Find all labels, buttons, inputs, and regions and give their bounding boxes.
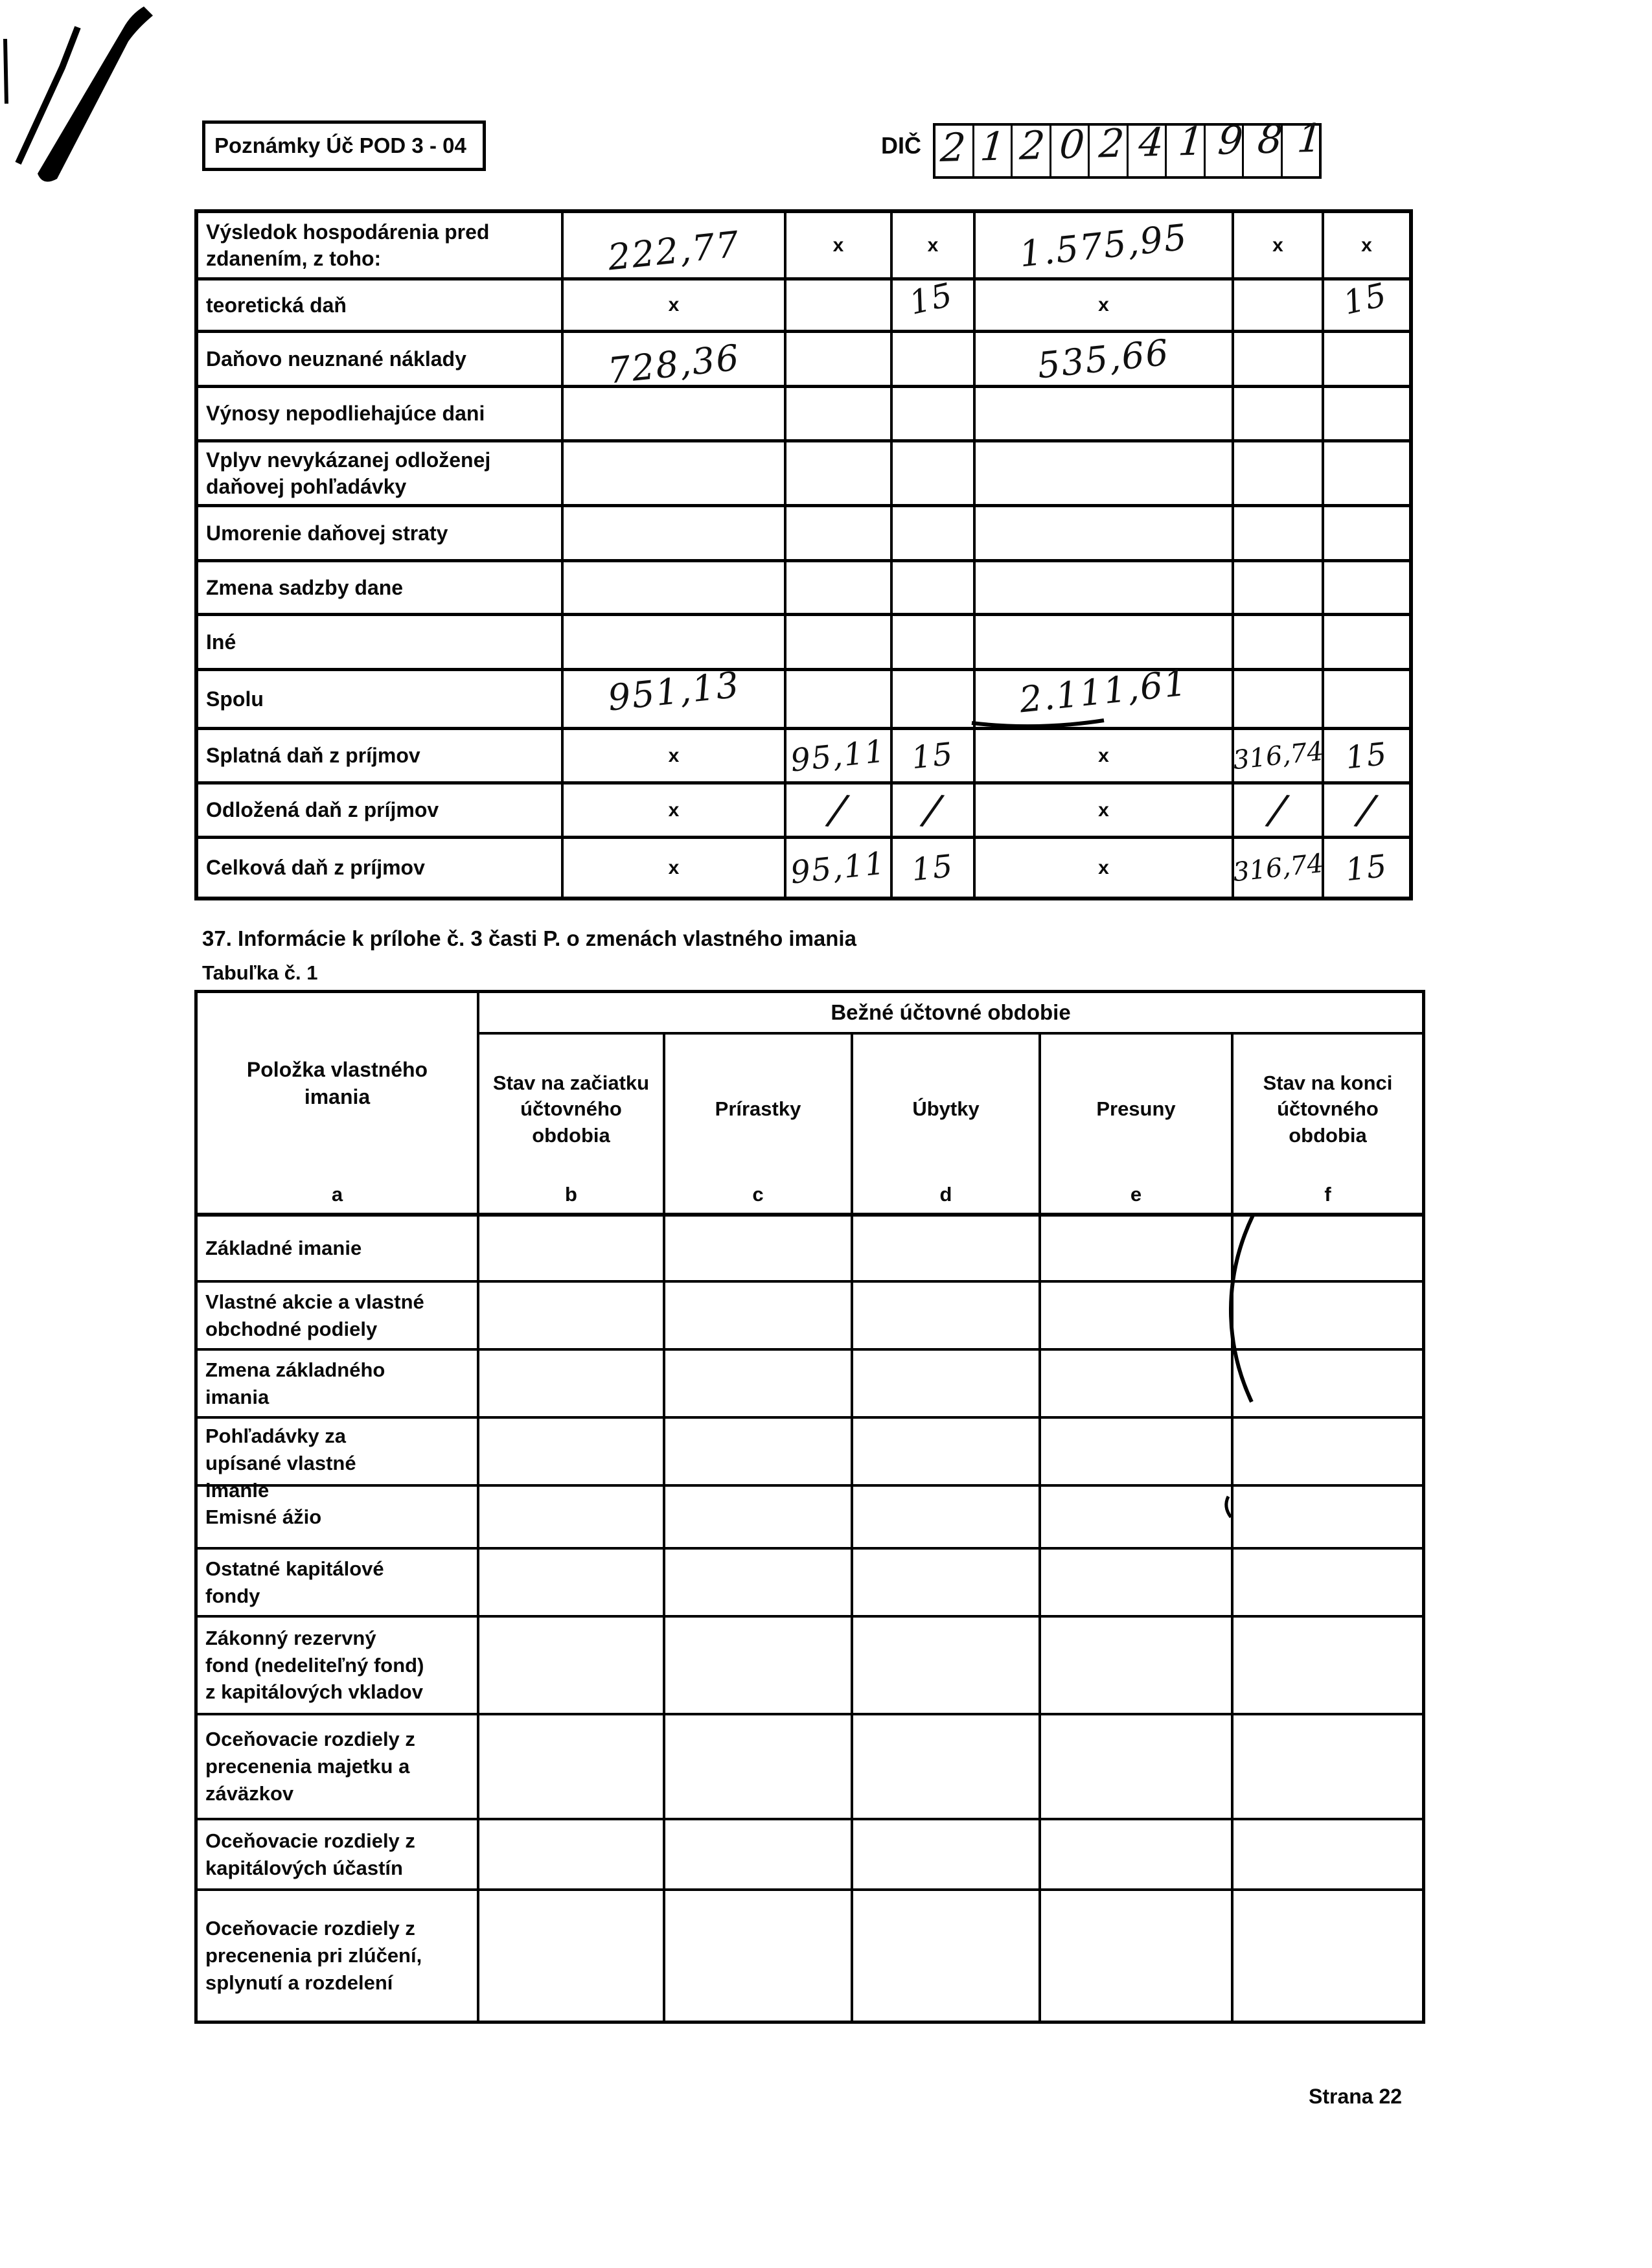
cell-d: x bbox=[893, 213, 976, 277]
table-row bbox=[198, 442, 1409, 507]
table-row bbox=[198, 213, 1409, 281]
cell-g: 15 bbox=[1339, 275, 1391, 323]
cell-e bbox=[976, 388, 1234, 439]
cell-b bbox=[479, 1618, 665, 1713]
column-c-header: Prírastky c bbox=[665, 1035, 853, 1213]
form-title-box bbox=[202, 120, 486, 171]
cell-f bbox=[1234, 616, 1324, 668]
cell-g bbox=[1324, 333, 1409, 385]
cell-c bbox=[665, 1618, 853, 1713]
cell-d bbox=[893, 388, 976, 439]
cell-e: 2.111,61 bbox=[976, 671, 1234, 727]
cell-b: x bbox=[564, 281, 786, 330]
cell-e: 1.575,95 bbox=[976, 213, 1234, 277]
cell-g: 15 bbox=[1344, 847, 1390, 888]
cell-d bbox=[893, 442, 976, 504]
row-label: Základné imanie bbox=[198, 1217, 479, 1280]
cell-f bbox=[1234, 333, 1324, 385]
cell-b: x bbox=[564, 730, 786, 781]
cell-f bbox=[1234, 442, 1324, 504]
cell-b bbox=[564, 562, 786, 613]
table-row bbox=[198, 1618, 1422, 1715]
cell-c bbox=[665, 1550, 853, 1615]
cell-d bbox=[893, 616, 976, 668]
cell-c: / bbox=[786, 785, 893, 836]
column-d-header: Úbytky d bbox=[853, 1035, 1041, 1213]
table-1-label: Tabuľka č. 1 bbox=[202, 961, 318, 984]
form-title: Poznámky Úč POD 3 - 04 bbox=[214, 133, 466, 157]
group-header: Bežné účtovné obdobie bbox=[479, 993, 1422, 1035]
table-row bbox=[198, 1550, 1422, 1618]
table-row bbox=[198, 1487, 1422, 1550]
cell-b bbox=[479, 1550, 665, 1615]
cell-f bbox=[1233, 1487, 1422, 1547]
cell-f bbox=[1233, 1283, 1422, 1348]
cell-g bbox=[1324, 507, 1409, 559]
cell-g bbox=[1324, 562, 1409, 613]
cell-c bbox=[786, 507, 893, 559]
cell-c: 95,11 bbox=[786, 730, 893, 781]
table-row bbox=[198, 661, 1409, 730]
table-row bbox=[198, 1217, 1422, 1283]
table-row bbox=[198, 1715, 1422, 1820]
cell-b bbox=[479, 1891, 665, 2021]
cell-b bbox=[564, 616, 786, 668]
corner-pen-stroke-icon bbox=[38, 6, 153, 182]
cell-d bbox=[853, 1217, 1041, 1280]
cell-g: x bbox=[1361, 234, 1372, 256]
cell-b bbox=[564, 442, 786, 504]
cell-f bbox=[1234, 562, 1324, 613]
row-label: Daňovo neuznané náklady bbox=[198, 333, 564, 385]
table-row bbox=[198, 388, 1409, 442]
cell-b bbox=[479, 1487, 665, 1547]
cell-b: 951,13 bbox=[564, 671, 786, 727]
cell-c bbox=[786, 671, 893, 727]
cell-d bbox=[893, 507, 976, 559]
row-label: Zákonný rezervný fond (nedeliteľný fond) z kapitálových vkladov bbox=[198, 1618, 479, 1713]
cell-f bbox=[1234, 507, 1324, 559]
cell-c bbox=[665, 1283, 853, 1348]
cell-d bbox=[893, 671, 976, 727]
cell-d bbox=[893, 333, 976, 385]
row-label: Oceňovacie rozdiely z kapitálových účastín bbox=[198, 1820, 479, 1888]
column-letter-d: d bbox=[939, 1182, 952, 1206]
cell-d bbox=[853, 1618, 1041, 1713]
table-row bbox=[198, 1891, 1422, 2021]
column-letter-c: c bbox=[752, 1182, 764, 1206]
cell-b bbox=[564, 507, 786, 559]
cell-c: x bbox=[786, 213, 893, 277]
equity-table-header bbox=[198, 993, 1422, 1217]
cell-c bbox=[665, 1891, 853, 2021]
column-e-header: Presuny e bbox=[1041, 1035, 1233, 1213]
cell-e bbox=[1041, 1217, 1233, 1280]
edge-pen-line-icon bbox=[5, 39, 6, 104]
cell-b bbox=[479, 1715, 665, 1818]
row-label: Zmena základného imania bbox=[198, 1351, 479, 1416]
cell-e bbox=[976, 507, 1234, 559]
cell-d: 15 bbox=[893, 839, 976, 897]
cell-g: / bbox=[1355, 785, 1378, 835]
cell-d bbox=[893, 562, 976, 613]
corner-pen-stroke-thin-icon bbox=[18, 27, 78, 163]
cell-c bbox=[665, 1351, 853, 1416]
cell-e: 535,66 bbox=[976, 333, 1234, 385]
cell-f bbox=[1234, 671, 1324, 727]
cell-f bbox=[1234, 281, 1324, 330]
table-row bbox=[198, 1419, 1422, 1502]
cell-f: / bbox=[1234, 785, 1324, 836]
page-number: Strana 22 bbox=[1309, 2085, 1403, 2108]
cell-c: 95,11 bbox=[786, 839, 893, 897]
cell-b bbox=[564, 388, 786, 439]
tax-table bbox=[194, 209, 1413, 900]
cell-f bbox=[1233, 1351, 1422, 1416]
table-row bbox=[198, 730, 1409, 785]
cell-f bbox=[1234, 388, 1324, 439]
cell-f bbox=[1233, 1217, 1422, 1280]
table-row bbox=[198, 275, 1409, 333]
cell-e: x bbox=[976, 281, 1234, 330]
equity-table bbox=[194, 990, 1425, 2024]
row-label: Vlastné akcie a vlastné obchodné podiely bbox=[198, 1283, 479, 1348]
table-row bbox=[198, 331, 1409, 392]
cell-c bbox=[786, 388, 893, 439]
row-label: Zmena sadzby dane bbox=[198, 562, 564, 613]
cell-c bbox=[665, 1715, 853, 1818]
row-label: Spolu bbox=[198, 671, 564, 727]
cell-f bbox=[1233, 1550, 1422, 1615]
cell-g bbox=[1324, 388, 1409, 439]
cell-e bbox=[1041, 1820, 1233, 1888]
row-label: Výsledok hospodárenia pred zdanením, z toho: bbox=[198, 213, 564, 277]
table-row bbox=[198, 616, 1409, 671]
table-row bbox=[198, 1820, 1422, 1891]
cell-f: x bbox=[1234, 213, 1324, 277]
table-row bbox=[198, 1283, 1422, 1351]
cell-b: x bbox=[564, 785, 786, 836]
row-label: Oceňovacie rozdiely z precenenia pri zlúčení, splynutí a rozdelení bbox=[198, 1891, 479, 2021]
cell-b bbox=[479, 1820, 665, 1888]
cell-b: x bbox=[564, 839, 786, 897]
cell-e bbox=[1041, 1715, 1233, 1818]
cell-e bbox=[976, 562, 1234, 613]
cell-e bbox=[1041, 1618, 1233, 1713]
cell-c bbox=[786, 281, 893, 330]
cell-g bbox=[1324, 442, 1409, 504]
column-b-header: Stav na začiatku účtovného obdobia b bbox=[479, 1035, 665, 1213]
cell-f bbox=[1233, 1891, 1422, 2021]
row-label: Oceňovacie rozdiely z precenenia majetku a záväzkov bbox=[198, 1715, 479, 1818]
cell-c bbox=[786, 616, 893, 668]
cell-e bbox=[976, 442, 1234, 504]
cell-e: x bbox=[976, 785, 1234, 836]
cell-f: 316,74 bbox=[1234, 839, 1324, 897]
cell-b bbox=[479, 1283, 665, 1348]
cell-b: 222,77 bbox=[564, 213, 786, 277]
cell-f bbox=[1233, 1715, 1422, 1818]
cell-e bbox=[1041, 1487, 1233, 1547]
column-letter-f: f bbox=[1324, 1182, 1331, 1206]
column-a-header: Položka vlastného imania a bbox=[198, 993, 479, 1213]
cell-d: / bbox=[893, 785, 976, 836]
column-letter-a: a bbox=[331, 1182, 343, 1206]
cell-f: 316,74 bbox=[1234, 730, 1324, 781]
cell-e bbox=[1041, 1283, 1233, 1348]
dic-handwritten-value: 2120241981 bbox=[939, 115, 1339, 172]
cell-g bbox=[1324, 671, 1409, 727]
dic-label: DIČ bbox=[881, 132, 921, 159]
cell-g: 15 bbox=[1344, 735, 1390, 776]
current-period-group bbox=[479, 993, 1422, 1213]
row-label: Splatná daň z príjmov bbox=[198, 730, 564, 781]
cell-b bbox=[479, 1217, 665, 1280]
table-row bbox=[198, 562, 1409, 616]
section-37-title: 37. Informácie k prílohe č. 3 časti P. o zmenách vlastného imania bbox=[202, 926, 856, 950]
column-headers bbox=[479, 1035, 1422, 1213]
cell-d bbox=[853, 1550, 1041, 1615]
row-label: Vplyv nevykázanej odloženej daňovej pohľadávky bbox=[198, 442, 564, 504]
cell-d bbox=[853, 1820, 1041, 1888]
table-row bbox=[198, 507, 1409, 562]
cell-d bbox=[853, 1351, 1041, 1416]
table-row bbox=[198, 785, 1409, 839]
cell-c bbox=[665, 1487, 853, 1547]
column-letter-e: e bbox=[1130, 1182, 1142, 1206]
cell-c bbox=[786, 333, 893, 385]
cell-d bbox=[853, 1891, 1041, 2021]
cell-b: 728,36 bbox=[564, 333, 786, 385]
row-label: Pohľadávky za upísané vlastné imanie bbox=[198, 1419, 479, 1508]
cell-d bbox=[853, 1715, 1041, 1818]
table-row bbox=[198, 1351, 1422, 1419]
cell-d bbox=[853, 1487, 1041, 1547]
row-label: Celková daň z príjmov bbox=[198, 839, 564, 897]
cell-e bbox=[1041, 1550, 1233, 1615]
cell-e: x bbox=[976, 839, 1234, 897]
cell-f bbox=[1233, 1618, 1422, 1713]
row-label: Iné bbox=[198, 616, 564, 668]
row-label: Odložená daň z príjmov bbox=[198, 785, 564, 836]
row-label: Výnosy nepodliehajúce dani bbox=[198, 388, 564, 439]
cell-c bbox=[665, 1217, 853, 1280]
row-label: Ostatné kapitálové fondy bbox=[198, 1550, 479, 1615]
cell-c bbox=[786, 562, 893, 613]
cell-d bbox=[853, 1283, 1041, 1348]
cell-c bbox=[786, 442, 893, 504]
cell-f bbox=[1233, 1820, 1422, 1888]
row-label: teoretická daň bbox=[198, 281, 564, 330]
table-row bbox=[198, 839, 1409, 897]
row-label: Emisné ážio bbox=[198, 1487, 479, 1547]
cell-e bbox=[1041, 1351, 1233, 1416]
cell-b bbox=[479, 1351, 665, 1416]
cell-d: 15 bbox=[893, 281, 976, 330]
cell-c bbox=[665, 1820, 853, 1888]
row-label: Umorenie daňovej straty bbox=[198, 507, 564, 559]
cell-d: 15 bbox=[893, 730, 976, 781]
cell-e bbox=[1041, 1891, 1233, 2021]
column-f-header: Stav na konci účtovného obdobia f bbox=[1233, 1035, 1422, 1213]
cell-g bbox=[1324, 616, 1409, 668]
cell-e bbox=[976, 616, 1234, 668]
column-letter-b: b bbox=[565, 1182, 577, 1206]
cell-e: x bbox=[976, 730, 1234, 781]
